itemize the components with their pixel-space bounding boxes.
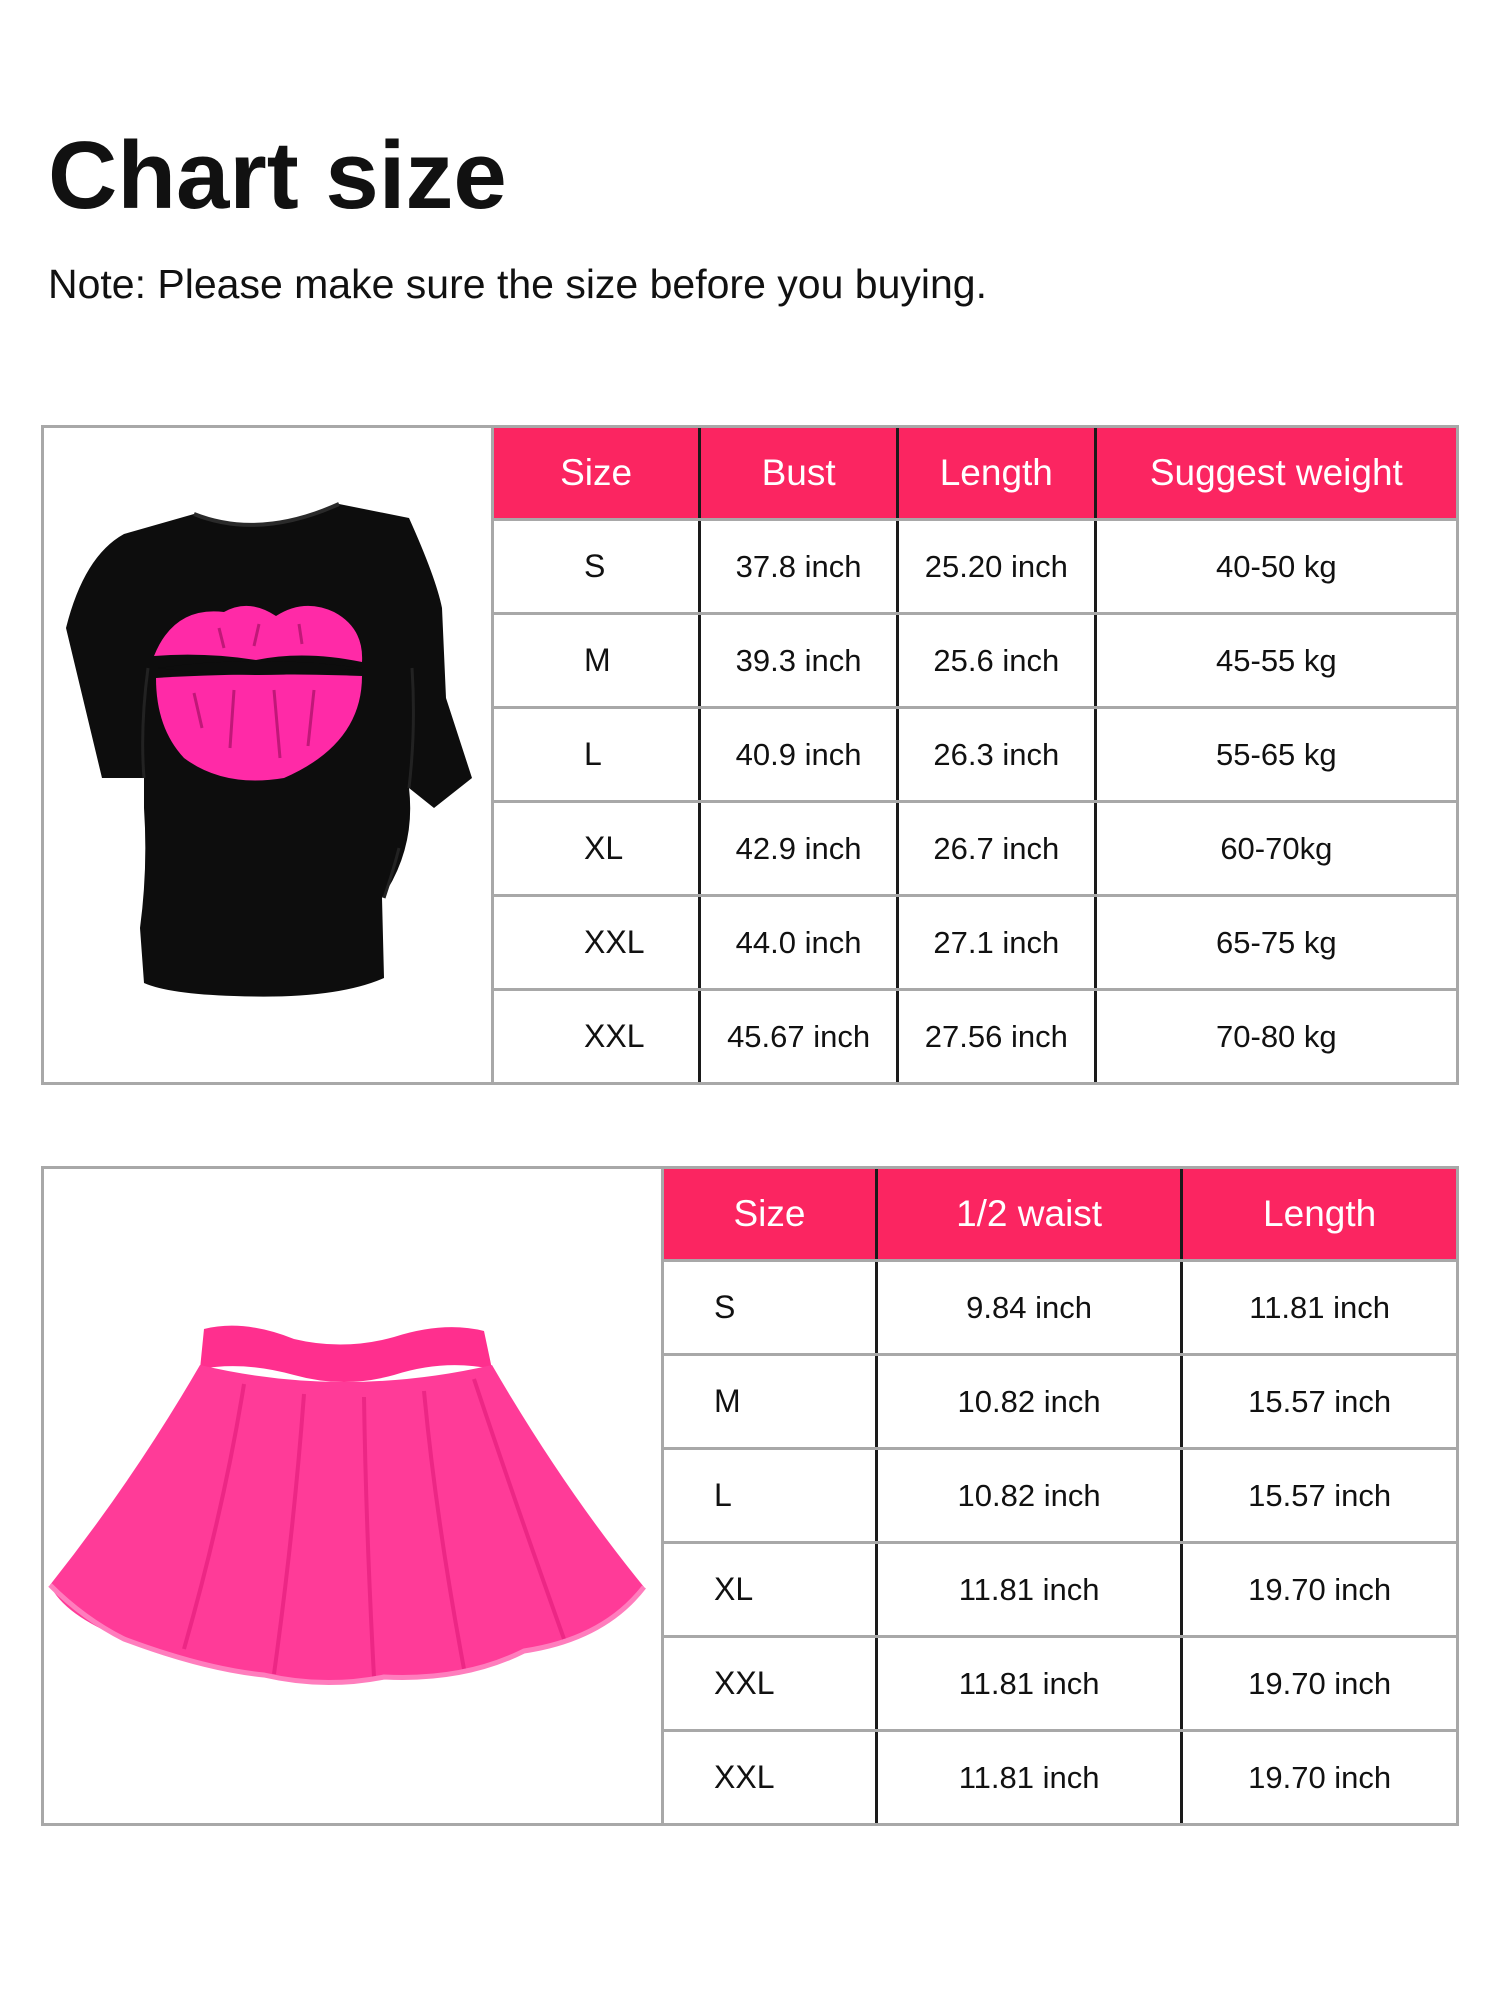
waist-cell: 9.84 inch [876, 1261, 1181, 1355]
bust-cell: 45.67 inch [700, 990, 898, 1083]
waist-cell: 11.81 inch [876, 1543, 1181, 1637]
shirt-image-cell [44, 428, 494, 1082]
size-cell: XL [494, 802, 700, 896]
size-cell: XXL [494, 896, 700, 990]
length-cell: 25.6 inch [897, 614, 1095, 708]
table-row [494, 990, 1456, 1083]
bust-cell: 39.3 inch [700, 614, 898, 708]
shirt-size-block [41, 425, 1459, 1085]
shirt-header-length: Length [897, 428, 1095, 520]
length-cell: 27.56 inch [897, 990, 1095, 1083]
size-cell: S [664, 1261, 876, 1355]
length-cell: 25.20 inch [897, 520, 1095, 614]
length-cell: 15.57 inch [1182, 1355, 1456, 1449]
length-cell: 19.70 inch [1182, 1731, 1456, 1824]
skirt-image [44, 1169, 661, 1823]
table-row [494, 802, 1456, 896]
shirt-image [44, 428, 491, 1082]
shirt-header-size: Size [494, 428, 700, 520]
table-row [494, 896, 1456, 990]
table-row [664, 1261, 1456, 1355]
skirt-size-table [664, 1169, 1456, 1823]
length-cell: 26.7 inch [897, 802, 1095, 896]
weight-cell: 70-80 kg [1095, 990, 1456, 1083]
table-row [664, 1543, 1456, 1637]
shirt-header-bust: Bust [700, 428, 898, 520]
table-row [664, 1355, 1456, 1449]
size-cell: L [494, 708, 700, 802]
skirt-size-block [41, 1166, 1459, 1826]
size-cell: S [494, 520, 700, 614]
bust-cell: 42.9 inch [700, 802, 898, 896]
skirt-header-size: Size [664, 1169, 876, 1261]
table-row [494, 614, 1456, 708]
skirt-waistband [200, 1326, 492, 1382]
size-cell: XXL [664, 1637, 876, 1731]
waist-cell: 10.82 inch [876, 1449, 1181, 1543]
skirt-header-length: Length [1182, 1169, 1456, 1261]
skirt-header-waist: 1/2 waist [876, 1169, 1181, 1261]
table-row [664, 1731, 1456, 1824]
shirt-size-table [494, 428, 1456, 1082]
page-title: Chart size [48, 122, 507, 229]
weight-cell: 60-70kg [1095, 802, 1456, 896]
bust-cell: 40.9 inch [700, 708, 898, 802]
size-cell: M [494, 614, 700, 708]
waist-cell: 11.81 inch [876, 1731, 1181, 1824]
length-cell: 26.3 inch [897, 708, 1095, 802]
length-cell: 19.70 inch [1182, 1543, 1456, 1637]
size-cell: M [664, 1355, 876, 1449]
table-row [664, 1449, 1456, 1543]
length-cell: 11.81 inch [1182, 1261, 1456, 1355]
length-cell: 19.70 inch [1182, 1637, 1456, 1731]
skirt-tulle [50, 1365, 644, 1683]
weight-cell: 40-50 kg [1095, 520, 1456, 614]
weight-cell: 45-55 kg [1095, 614, 1456, 708]
size-note: Note: Please make sure the size before you buying. [48, 261, 987, 307]
size-cell: XXL [584, 1018, 645, 1054]
bust-cell: 44.0 inch [700, 896, 898, 990]
length-cell: 15.57 inch [1182, 1449, 1456, 1543]
shirt-header-weight: Suggest weight [1095, 428, 1456, 520]
length-cell: 27.1 inch [897, 896, 1095, 990]
skirt-image-cell [44, 1169, 664, 1823]
weight-cell: 65-75 kg [1095, 896, 1456, 990]
table-row [664, 1637, 1456, 1731]
size-cell: XXL [714, 1759, 775, 1795]
weight-cell: 55-65 kg [1095, 708, 1456, 802]
waist-cell: 11.81 inch [876, 1637, 1181, 1731]
size-cell: L [664, 1449, 876, 1543]
bust-cell: 37.8 inch [700, 520, 898, 614]
size-cell: XL [664, 1543, 876, 1637]
table-row [494, 520, 1456, 614]
waist-cell: 10.82 inch [876, 1355, 1181, 1449]
table-row [494, 708, 1456, 802]
